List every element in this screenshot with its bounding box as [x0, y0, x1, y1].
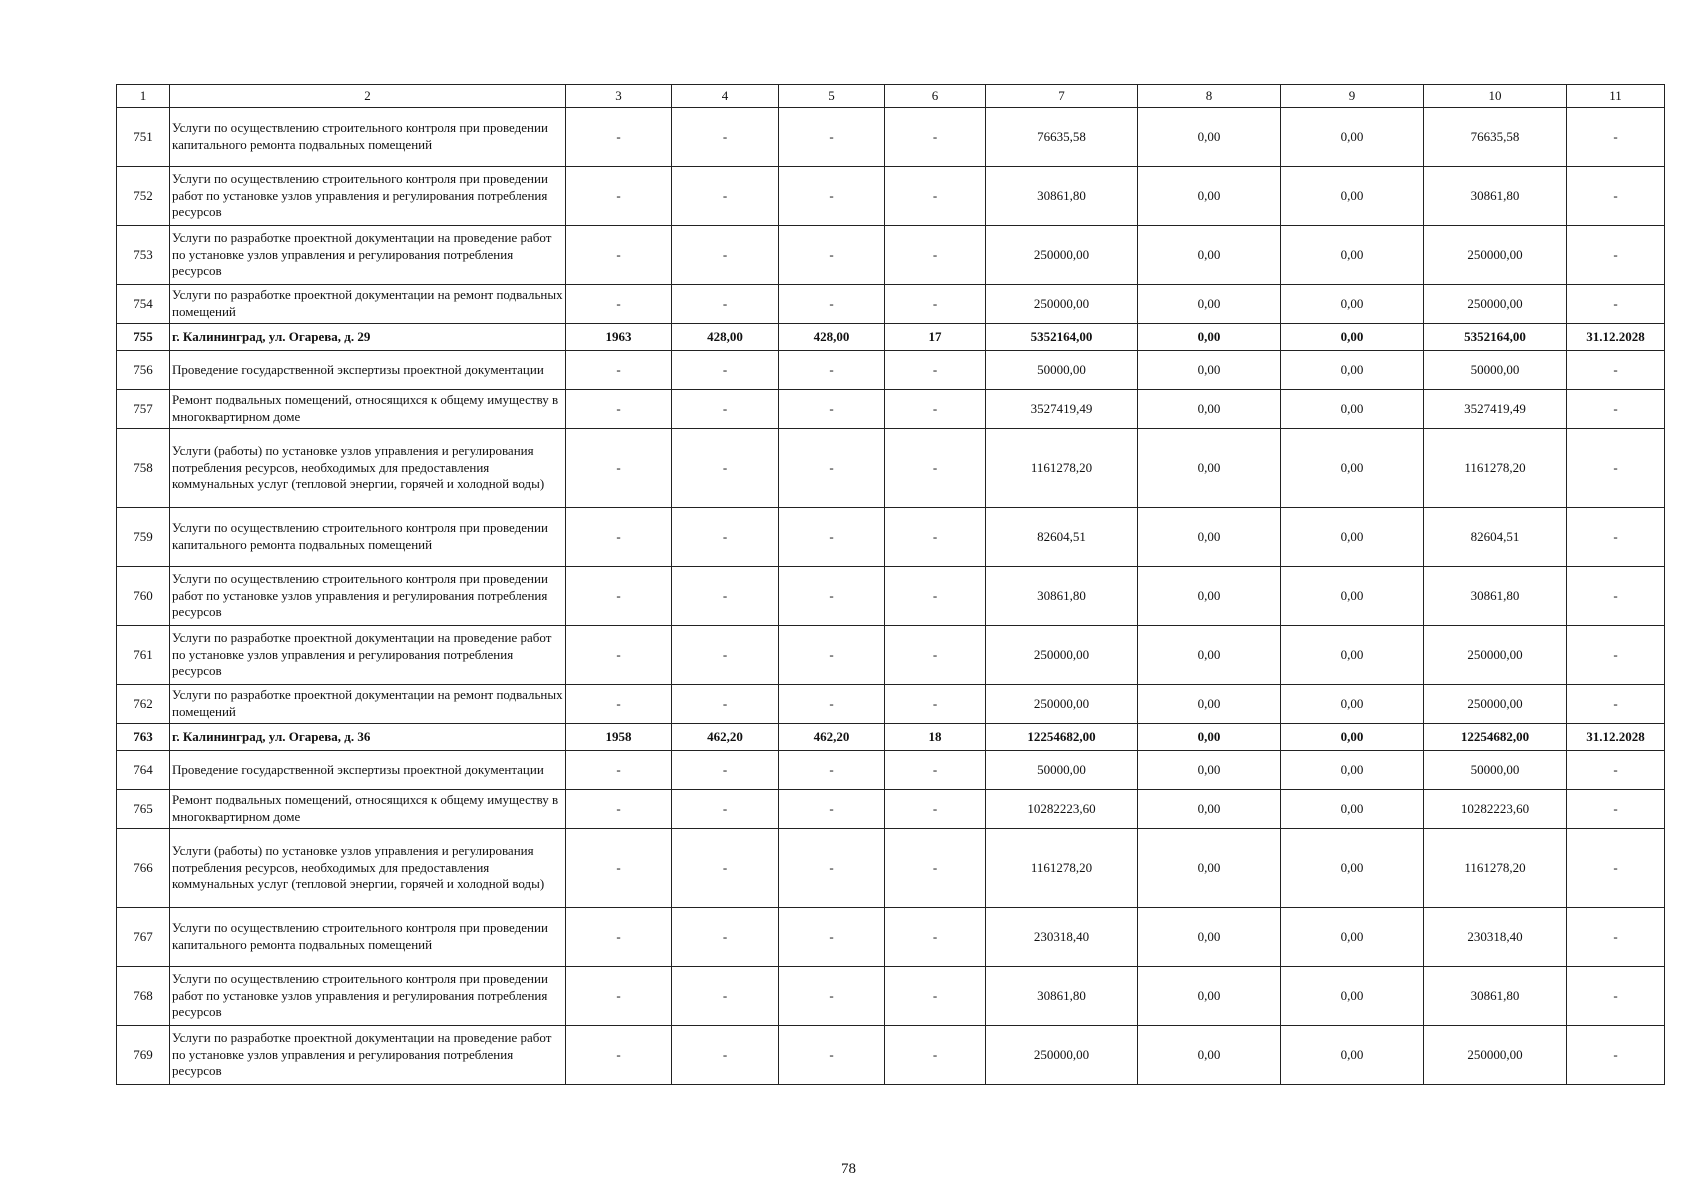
living-area-cell: - [779, 829, 885, 908]
total-area-cell: 428,00 [672, 324, 779, 351]
row-number-cell: 761 [117, 626, 170, 685]
total-cost-cell: 250000,00 [986, 626, 1138, 685]
apartments-count-cell: - [885, 351, 986, 390]
budget-amount-cell: 0,00 [1281, 226, 1424, 285]
total-area-cell: - [672, 167, 779, 226]
completion-date-cell: - [1567, 1026, 1665, 1085]
table-row [117, 508, 1665, 567]
address-row [117, 724, 1665, 751]
table-row [117, 390, 1665, 429]
living-area-cell: - [779, 390, 885, 429]
living-area-cell: - [779, 108, 885, 167]
column-header: 6 [885, 85, 986, 108]
living-area-cell: - [779, 967, 885, 1026]
total-area-cell: - [672, 751, 779, 790]
build-year-cell: - [566, 351, 672, 390]
build-year-cell: - [566, 167, 672, 226]
completion-date-cell: - [1567, 626, 1665, 685]
completion-date-cell: - [1567, 285, 1665, 324]
row-number-cell: 767 [117, 908, 170, 967]
living-area-cell: - [779, 751, 885, 790]
budget-amount-cell: 0,00 [1281, 429, 1424, 508]
total-area-cell: 462,20 [672, 724, 779, 751]
row-number-cell: 751 [117, 108, 170, 167]
budget-amount-cell: 0,00 [1281, 908, 1424, 967]
owners-amount-cell: 50000,00 [1424, 351, 1567, 390]
budget-amount-cell: 0,00 [1281, 324, 1424, 351]
owners-amount-cell: 10282223,60 [1424, 790, 1567, 829]
total-area-cell: - [672, 108, 779, 167]
fund-amount-cell: 0,00 [1138, 167, 1281, 226]
total-cost-cell: 250000,00 [986, 226, 1138, 285]
build-year-cell: - [566, 967, 672, 1026]
living-area-cell: - [779, 508, 885, 567]
total-cost-cell: 250000,00 [986, 285, 1138, 324]
total-cost-cell: 1161278,20 [986, 829, 1138, 908]
living-area-cell: - [779, 567, 885, 626]
row-number-cell: 762 [117, 685, 170, 724]
column-header: 9 [1281, 85, 1424, 108]
living-area-cell: - [779, 626, 885, 685]
work-name-cell: Услуги по разработке проектной документации на ремонт подвальных помещений [170, 285, 566, 324]
living-area-cell: - [779, 790, 885, 829]
build-year-cell: - [566, 751, 672, 790]
completion-date-cell: - [1567, 567, 1665, 626]
row-number-cell: 752 [117, 167, 170, 226]
apartments-count-cell: - [885, 167, 986, 226]
build-year-cell: - [566, 108, 672, 167]
budget-amount-cell: 0,00 [1281, 567, 1424, 626]
work-name-cell: г. Калининград, ул. Огарева, д. 36 [170, 724, 566, 751]
total-area-cell: - [672, 626, 779, 685]
row-number-cell: 764 [117, 751, 170, 790]
budget-amount-cell: 0,00 [1281, 351, 1424, 390]
living-area-cell: - [779, 685, 885, 724]
budget-amount-cell: 0,00 [1281, 829, 1424, 908]
total-area-cell: - [672, 567, 779, 626]
total-area-cell: - [672, 429, 779, 508]
row-number-cell: 766 [117, 829, 170, 908]
build-year-cell: - [566, 285, 672, 324]
row-number-cell: 757 [117, 390, 170, 429]
work-name-cell: Услуги (работы) по установке узлов управления и регулирования потребления ресурсов, необходимых для предоставления коммунальных услуг (тепловой энергии, горячей и холодной воды) [170, 829, 566, 908]
apartments-count-cell: - [885, 108, 986, 167]
completion-date-cell: 31.12.2028 [1567, 324, 1665, 351]
total-cost-cell: 10282223,60 [986, 790, 1138, 829]
owners-amount-cell: 250000,00 [1424, 685, 1567, 724]
work-name-cell: Ремонт подвальных помещений, относящихся к общему имуществу в многоквартирном доме [170, 790, 566, 829]
living-area-cell: 428,00 [779, 324, 885, 351]
build-year-cell: - [566, 1026, 672, 1085]
work-name-cell: Услуги по разработке проектной документации на ремонт подвальных помещений [170, 685, 566, 724]
row-number-cell: 768 [117, 967, 170, 1026]
table-row [117, 908, 1665, 967]
apartments-count-cell: - [885, 751, 986, 790]
apartments-count-cell: - [885, 390, 986, 429]
apartments-count-cell: 17 [885, 324, 986, 351]
budget-amount-cell: 0,00 [1281, 626, 1424, 685]
fund-amount-cell: 0,00 [1138, 724, 1281, 751]
fund-amount-cell: 0,00 [1138, 226, 1281, 285]
budget-amount-cell: 0,00 [1281, 724, 1424, 751]
row-number-cell: 759 [117, 508, 170, 567]
completion-date-cell: - [1567, 108, 1665, 167]
build-year-cell: - [566, 567, 672, 626]
total-area-cell: - [672, 351, 779, 390]
table-row [117, 226, 1665, 285]
owners-amount-cell: 50000,00 [1424, 751, 1567, 790]
work-name-cell: Услуги по разработке проектной документации на проведение работ по установке узлов управления и регулирования потребления ресурсов [170, 226, 566, 285]
table-row [117, 567, 1665, 626]
living-area-cell: - [779, 429, 885, 508]
apartments-count-cell: - [885, 285, 986, 324]
row-number-cell: 765 [117, 790, 170, 829]
total-area-cell: - [672, 508, 779, 567]
total-area-cell: - [672, 226, 779, 285]
total-area-cell: - [672, 1026, 779, 1085]
fund-amount-cell: 0,00 [1138, 429, 1281, 508]
work-name-cell: г. Калининград, ул. Огарева, д. 29 [170, 324, 566, 351]
apartments-count-cell: - [885, 829, 986, 908]
fund-amount-cell: 0,00 [1138, 685, 1281, 724]
owners-amount-cell: 82604,51 [1424, 508, 1567, 567]
owners-amount-cell: 30861,80 [1424, 967, 1567, 1026]
build-year-cell: - [566, 429, 672, 508]
build-year-cell: - [566, 829, 672, 908]
owners-amount-cell: 12254682,00 [1424, 724, 1567, 751]
total-cost-cell: 230318,40 [986, 908, 1138, 967]
total-cost-cell: 30861,80 [986, 567, 1138, 626]
apartments-count-cell: - [885, 508, 986, 567]
table-row [117, 429, 1665, 508]
living-area-cell: - [779, 285, 885, 324]
column-header: 1 [117, 85, 170, 108]
owners-amount-cell: 30861,80 [1424, 167, 1567, 226]
completion-date-cell: - [1567, 685, 1665, 724]
work-name-cell: Услуги по осуществлению строительного контроля при проведении работ по установке узлов управления и регулирования потребления ресурсов [170, 567, 566, 626]
work-name-cell: Услуги по разработке проектной документации на проведение работ по установке узлов управления и регулирования потребления ресурсов [170, 626, 566, 685]
total-area-cell: - [672, 790, 779, 829]
fund-amount-cell: 0,00 [1138, 567, 1281, 626]
budget-amount-cell: 0,00 [1281, 1026, 1424, 1085]
table-row [117, 1026, 1665, 1085]
apartments-count-cell: - [885, 226, 986, 285]
table-row [117, 829, 1665, 908]
build-year-cell: - [566, 508, 672, 567]
row-number-cell: 758 [117, 429, 170, 508]
table-row [117, 967, 1665, 1026]
row-number-cell: 760 [117, 567, 170, 626]
column-header: 4 [672, 85, 779, 108]
work-name-cell: Ремонт подвальных помещений, относящихся к общему имуществу в многоквартирном доме [170, 390, 566, 429]
budget-amount-cell: 0,00 [1281, 390, 1424, 429]
owners-amount-cell: 30861,80 [1424, 567, 1567, 626]
living-area-cell: - [779, 351, 885, 390]
build-year-cell: - [566, 626, 672, 685]
work-name-cell: Услуги по осуществлению строительного контроля при проведении работ по установке узлов управления и регулирования потребления ресурсов [170, 167, 566, 226]
living-area-cell: - [779, 226, 885, 285]
total-area-cell: - [672, 685, 779, 724]
column-header: 10 [1424, 85, 1567, 108]
apartments-count-cell: - [885, 908, 986, 967]
work-name-cell: Услуги по осуществлению строительного контроля при проведении капитального ремонта подвальных помещений [170, 508, 566, 567]
budget-amount-cell: 0,00 [1281, 508, 1424, 567]
completion-date-cell: - [1567, 351, 1665, 390]
owners-amount-cell: 230318,40 [1424, 908, 1567, 967]
fund-amount-cell: 0,00 [1138, 1026, 1281, 1085]
apartments-count-cell: - [885, 685, 986, 724]
budget-amount-cell: 0,00 [1281, 167, 1424, 226]
total-cost-cell: 3527419,49 [986, 390, 1138, 429]
apartments-count-cell: 18 [885, 724, 986, 751]
fund-amount-cell: 0,00 [1138, 829, 1281, 908]
owners-amount-cell: 5352164,00 [1424, 324, 1567, 351]
completion-date-cell: - [1567, 429, 1665, 508]
completion-date-cell: - [1567, 790, 1665, 829]
total-area-cell: - [672, 285, 779, 324]
table-body [117, 85, 1665, 1085]
budget-amount-cell: 0,00 [1281, 967, 1424, 1026]
completion-date-cell: - [1567, 908, 1665, 967]
owners-amount-cell: 76635,58 [1424, 108, 1567, 167]
work-name-cell: Услуги по осуществлению строительного контроля при проведении работ по установке узлов управления и регулирования потребления ресурсов [170, 967, 566, 1026]
living-area-cell: - [779, 1026, 885, 1085]
apartments-count-cell: - [885, 567, 986, 626]
owners-amount-cell: 3527419,49 [1424, 390, 1567, 429]
column-number-header-row [117, 85, 1665, 108]
total-cost-cell: 76635,58 [986, 108, 1138, 167]
total-cost-cell: 82604,51 [986, 508, 1138, 567]
completion-date-cell: - [1567, 751, 1665, 790]
build-year-cell: - [566, 908, 672, 967]
owners-amount-cell: 250000,00 [1424, 285, 1567, 324]
fund-amount-cell: 0,00 [1138, 285, 1281, 324]
row-number-cell: 763 [117, 724, 170, 751]
row-number-cell: 754 [117, 285, 170, 324]
column-header: 5 [779, 85, 885, 108]
works-table [116, 84, 1665, 1085]
total-cost-cell: 250000,00 [986, 1026, 1138, 1085]
completion-date-cell: - [1567, 226, 1665, 285]
apartments-count-cell: - [885, 967, 986, 1026]
completion-date-cell: - [1567, 167, 1665, 226]
column-header: 2 [170, 85, 566, 108]
total-cost-cell: 5352164,00 [986, 324, 1138, 351]
table-row [117, 108, 1665, 167]
living-area-cell: 462,20 [779, 724, 885, 751]
column-header: 11 [1567, 85, 1665, 108]
total-cost-cell: 50000,00 [986, 351, 1138, 390]
completion-date-cell: - [1567, 390, 1665, 429]
owners-amount-cell: 1161278,20 [1424, 429, 1567, 508]
build-year-cell: - [566, 226, 672, 285]
budget-amount-cell: 0,00 [1281, 285, 1424, 324]
work-name-cell: Услуги по осуществлению строительного контроля при проведении капитального ремонта подвальных помещений [170, 908, 566, 967]
row-number-cell: 753 [117, 226, 170, 285]
fund-amount-cell: 0,00 [1138, 967, 1281, 1026]
build-year-cell: 1963 [566, 324, 672, 351]
row-number-cell: 769 [117, 1026, 170, 1085]
fund-amount-cell: 0,00 [1138, 324, 1281, 351]
budget-amount-cell: 0,00 [1281, 108, 1424, 167]
apartments-count-cell: - [885, 790, 986, 829]
work-name-cell: Проведение государственной экспертизы проектной документации [170, 751, 566, 790]
budget-amount-cell: 0,00 [1281, 751, 1424, 790]
fund-amount-cell: 0,00 [1138, 351, 1281, 390]
total-area-cell: - [672, 967, 779, 1026]
total-cost-cell: 30861,80 [986, 167, 1138, 226]
owners-amount-cell: 250000,00 [1424, 626, 1567, 685]
column-header: 3 [566, 85, 672, 108]
budget-amount-cell: 0,00 [1281, 790, 1424, 829]
build-year-cell: - [566, 390, 672, 429]
total-cost-cell: 30861,80 [986, 967, 1138, 1026]
fund-amount-cell: 0,00 [1138, 751, 1281, 790]
total-area-cell: - [672, 829, 779, 908]
living-area-cell: - [779, 167, 885, 226]
table-row [117, 167, 1665, 226]
page-number: 78 [841, 1161, 856, 1177]
build-year-cell: - [566, 790, 672, 829]
work-name-cell: Услуги по осуществлению строительного контроля при проведении капитального ремонта подвальных помещений [170, 108, 566, 167]
total-cost-cell: 12254682,00 [986, 724, 1138, 751]
fund-amount-cell: 0,00 [1138, 108, 1281, 167]
build-year-cell: 1958 [566, 724, 672, 751]
total-cost-cell: 250000,00 [986, 685, 1138, 724]
completion-date-cell: - [1567, 508, 1665, 567]
work-name-cell: Услуги (работы) по установке узлов управления и регулирования потребления ресурсов, необходимых для предоставления коммунальных услуг (тепловой энергии, горячей и холодной воды) [170, 429, 566, 508]
total-area-cell: - [672, 390, 779, 429]
fund-amount-cell: 0,00 [1138, 626, 1281, 685]
completion-date-cell: - [1567, 967, 1665, 1026]
table-row [117, 285, 1665, 324]
fund-amount-cell: 0,00 [1138, 908, 1281, 967]
completion-date-cell: - [1567, 829, 1665, 908]
budget-amount-cell: 0,00 [1281, 685, 1424, 724]
table-row [117, 351, 1665, 390]
living-area-cell: - [779, 908, 885, 967]
apartments-count-cell: - [885, 1026, 986, 1085]
column-header: 7 [986, 85, 1138, 108]
table-row [117, 685, 1665, 724]
total-area-cell: - [672, 908, 779, 967]
owners-amount-cell: 250000,00 [1424, 226, 1567, 285]
total-cost-cell: 1161278,20 [986, 429, 1138, 508]
completion-date-cell: 31.12.2028 [1567, 724, 1665, 751]
table-row [117, 626, 1665, 685]
row-number-cell: 756 [117, 351, 170, 390]
work-name-cell: Услуги по разработке проектной документации на проведение работ по установке узлов управления и регулирования потребления ресурсов [170, 1026, 566, 1085]
column-header: 8 [1138, 85, 1281, 108]
apartments-count-cell: - [885, 626, 986, 685]
address-row [117, 324, 1665, 351]
build-year-cell: - [566, 685, 672, 724]
owners-amount-cell: 1161278,20 [1424, 829, 1567, 908]
apartments-count-cell: - [885, 429, 986, 508]
work-name-cell: Проведение государственной экспертизы проектной документации [170, 351, 566, 390]
total-cost-cell: 50000,00 [986, 751, 1138, 790]
table-row [117, 790, 1665, 829]
owners-amount-cell: 250000,00 [1424, 1026, 1567, 1085]
fund-amount-cell: 0,00 [1138, 390, 1281, 429]
table-row [117, 751, 1665, 790]
fund-amount-cell: 0,00 [1138, 508, 1281, 567]
row-number-cell: 755 [117, 324, 170, 351]
fund-amount-cell: 0,00 [1138, 790, 1281, 829]
